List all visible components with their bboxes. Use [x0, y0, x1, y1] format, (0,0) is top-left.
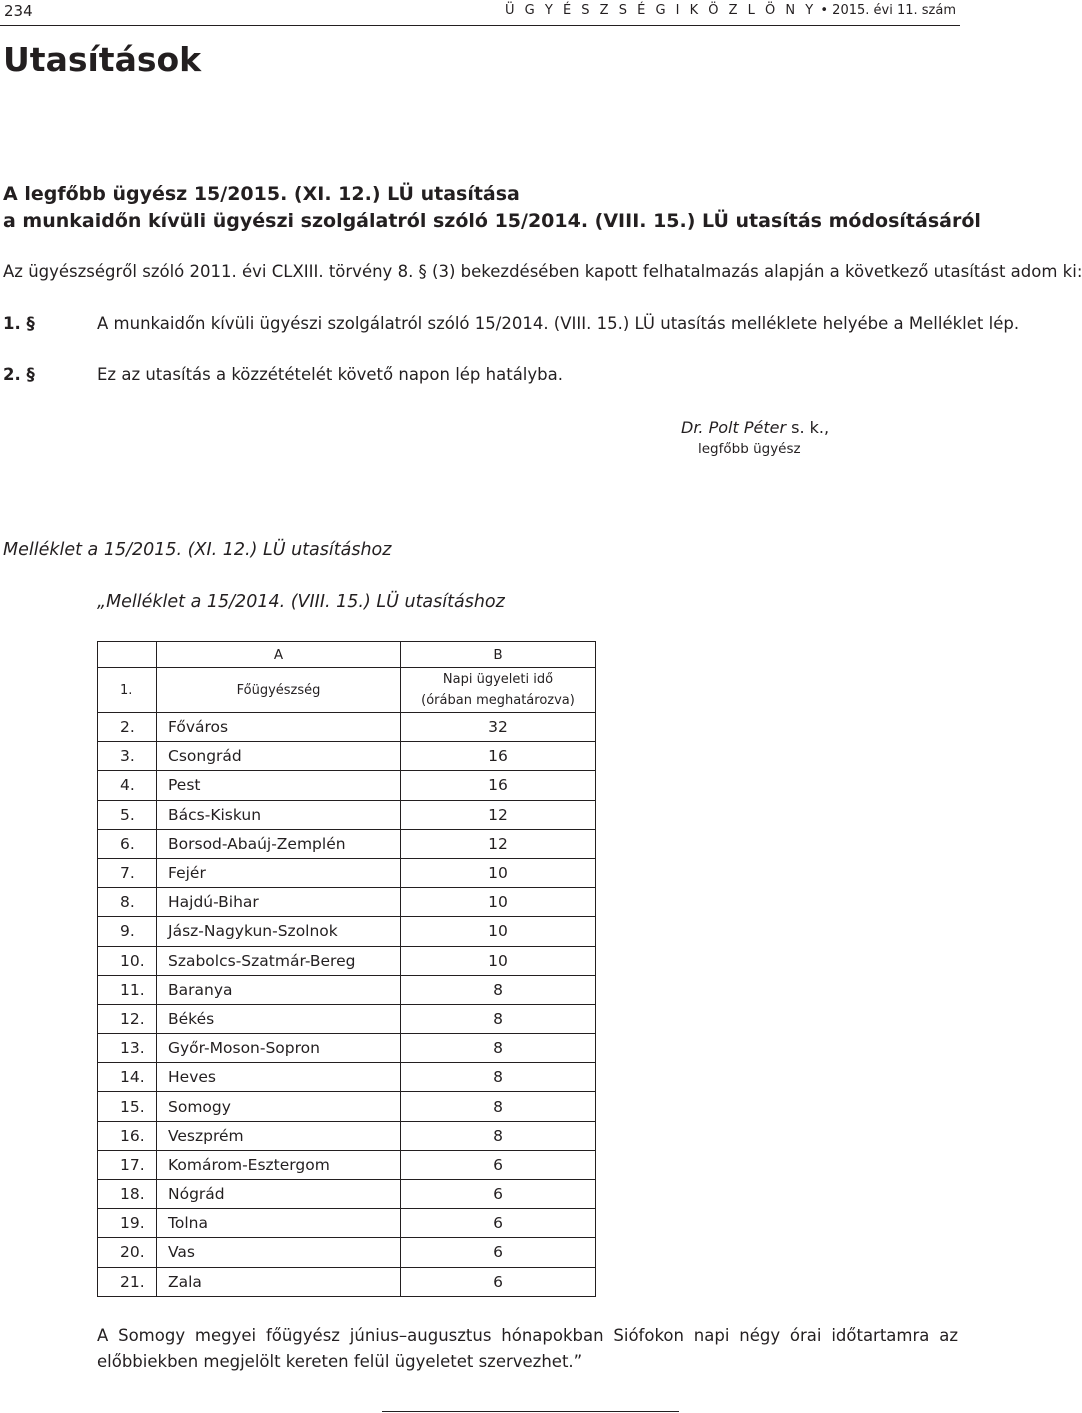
- column-b-letter: B: [401, 642, 596, 668]
- row-prosecution-office: Szabolcs-Szatmár-Bereg: [157, 946, 401, 975]
- row-number: 5.: [98, 800, 157, 829]
- row-duty-hours: 6: [401, 1267, 596, 1296]
- table-column-letters: [98, 642, 596, 668]
- instruction-title-line2: a munkaidőn kívüli ügyészi szolgálatról szóló 15/2014. (VIII. 15.) LÜ utasítás módosításáról: [3, 210, 981, 232]
- row-duty-hours: 10: [401, 858, 596, 887]
- row-number: 3.: [98, 742, 157, 771]
- paragraph-1-number: 1. §: [3, 314, 35, 333]
- column-a-letter: A: [157, 642, 401, 668]
- row-prosecution-office: Borsod-Abaúj-Zemplén: [157, 829, 401, 858]
- table-row: [98, 742, 596, 771]
- row-number: 19.: [98, 1209, 157, 1238]
- row-duty-hours: 12: [401, 800, 596, 829]
- row-prosecution-office: Baranya: [157, 975, 401, 1004]
- row-number: 12.: [98, 1004, 157, 1033]
- row-prosecution-office: Heves: [157, 1063, 401, 1092]
- row-number: 11.: [98, 975, 157, 1004]
- header-bullet: •: [820, 3, 829, 18]
- table-row: [98, 1034, 596, 1063]
- closing-paragraph: A Somogy megyei főügyész június–augusztus hónapokban Siófokon napi négy órai időtartamra az előbbiekben megjelölt kereten felül ügyeletet szervezhet.”: [97, 1326, 958, 1371]
- journal-header: [505, 3, 956, 18]
- row-prosecution-office: Vas: [157, 1238, 401, 1267]
- issue-label: 2015. évi 11. szám: [832, 3, 956, 18]
- row-number: 16.: [98, 1121, 157, 1150]
- row-prosecution-office: Győr-Moson-Sopron: [157, 1034, 401, 1063]
- duty-hours-table: [97, 641, 596, 1297]
- annex-subtitle: „Melléklet a 15/2014. (VIII. 15.) LÜ utasításhoz: [97, 592, 505, 612]
- table-row: [98, 1238, 596, 1267]
- table-row: [98, 975, 596, 1004]
- table-row: [98, 771, 596, 800]
- row-number: 13.: [98, 1034, 157, 1063]
- row-prosecution-office: Pest: [157, 771, 401, 800]
- row-duty-hours: 6: [401, 1150, 596, 1179]
- row-number: 17.: [98, 1150, 157, 1179]
- row-prosecution-office: Jász-Nagykun-Szolnok: [157, 917, 401, 946]
- row-number: 15.: [98, 1092, 157, 1121]
- table-row: [98, 1267, 596, 1296]
- row-prosecution-office: Komárom-Esztergom: [157, 1150, 401, 1179]
- table-row: [98, 858, 596, 887]
- table-row: [98, 1209, 596, 1238]
- page-number: 234: [4, 2, 33, 20]
- row-duty-hours: 6: [401, 1180, 596, 1209]
- row-prosecution-office: Bács-Kiskun: [157, 800, 401, 829]
- row-duty-hours: 16: [401, 771, 596, 800]
- row-prosecution-office: Fejér: [157, 858, 401, 887]
- row-prosecution-office: Tolna: [157, 1209, 401, 1238]
- row-prosecution-office: Főváros: [157, 713, 401, 742]
- table-corner-cell: [98, 642, 157, 668]
- row-prosecution-office: Hajdú-Bihar: [157, 888, 401, 917]
- header-row-number: 1.: [98, 668, 157, 713]
- signature-title: legfőbb ügyész: [698, 441, 801, 457]
- preamble: Az ügyészségről szóló 2011. évi CLXIII. törvény 8. § (3) bekezdésében kapott felhatalmazás alapján a következő utasítást adom ki:: [3, 262, 1082, 281]
- paragraph-1-text: A munkaidőn kívüli ügyészi szolgálatról szóló 15/2014. (VIII. 15.) LÜ utasítás melléklete helyébe a Melléklet lép.: [97, 314, 1020, 333]
- paragraph-2-text: Ez az utasítás a közzétételét követő napon lép hatályba.: [97, 365, 563, 384]
- signature-name: [681, 418, 829, 437]
- table-row: [98, 1121, 596, 1150]
- signature-name-suffix: s. k.,: [786, 418, 830, 437]
- column-b-header: [401, 668, 596, 713]
- table-row: [98, 829, 596, 858]
- row-duty-hours: 8: [401, 975, 596, 1004]
- table-row: [98, 917, 596, 946]
- row-number: 7.: [98, 858, 157, 887]
- row-number: 14.: [98, 1063, 157, 1092]
- annex-title: Melléklet a 15/2015. (XI. 12.) LÜ utasításhoz: [3, 540, 392, 560]
- column-b-header-line1: Napi ügyeleti idő: [442, 672, 554, 687]
- row-prosecution-office: Zala: [157, 1267, 401, 1296]
- row-prosecution-office: Somogy: [157, 1092, 401, 1121]
- row-number: 2.: [98, 713, 157, 742]
- row-number: 21.: [98, 1267, 157, 1296]
- row-duty-hours: 8: [401, 1004, 596, 1033]
- row-duty-hours: 6: [401, 1238, 596, 1267]
- column-a-header: Főügyészség: [157, 668, 401, 713]
- row-duty-hours: 8: [401, 1121, 596, 1150]
- table-header-row: [98, 668, 596, 713]
- row-prosecution-office: Csongrád: [157, 742, 401, 771]
- journal-name: Ü G Y É S Z S É G I K Ö Z L Ö N Y: [505, 3, 817, 18]
- header-rule: [0, 25, 960, 26]
- paragraph-2-number: 2. §: [3, 365, 35, 384]
- section-title: Utasítások: [3, 40, 202, 79]
- table-row: [98, 1092, 596, 1121]
- row-prosecution-office: Veszprém: [157, 1121, 401, 1150]
- instruction-title-line1: A legfőbb ügyész 15/2015. (XI. 12.) LÜ utasítása: [3, 183, 520, 205]
- table-row: [98, 713, 596, 742]
- row-number: 6.: [98, 829, 157, 858]
- row-number: 20.: [98, 1238, 157, 1267]
- row-duty-hours: 12: [401, 829, 596, 858]
- row-number: 8.: [98, 888, 157, 917]
- row-duty-hours: 10: [401, 888, 596, 917]
- table-row: [98, 1063, 596, 1092]
- end-rule: [382, 1411, 679, 1412]
- row-duty-hours: 8: [401, 1092, 596, 1121]
- row-duty-hours: 8: [401, 1063, 596, 1092]
- table-row: [98, 1150, 596, 1179]
- row-duty-hours: 6: [401, 1209, 596, 1238]
- row-number: 10.: [98, 946, 157, 975]
- table-row: [98, 1004, 596, 1033]
- table-row: [98, 800, 596, 829]
- table-body: [98, 713, 596, 1297]
- table-row: [98, 888, 596, 917]
- row-duty-hours: 32: [401, 713, 596, 742]
- table-row: [98, 1180, 596, 1209]
- row-number: 18.: [98, 1180, 157, 1209]
- row-duty-hours: 16: [401, 742, 596, 771]
- signature-name-italic: Dr. Polt Péter: [681, 418, 787, 437]
- row-duty-hours: 10: [401, 917, 596, 946]
- row-duty-hours: 10: [401, 946, 596, 975]
- table-row: [98, 946, 596, 975]
- row-prosecution-office: Nógrád: [157, 1180, 401, 1209]
- row-prosecution-office: Békés: [157, 1004, 401, 1033]
- row-duty-hours: 8: [401, 1034, 596, 1063]
- column-b-header-line2: (órában meghatározva): [421, 693, 575, 708]
- row-number: 4.: [98, 771, 157, 800]
- row-number: 9.: [98, 917, 157, 946]
